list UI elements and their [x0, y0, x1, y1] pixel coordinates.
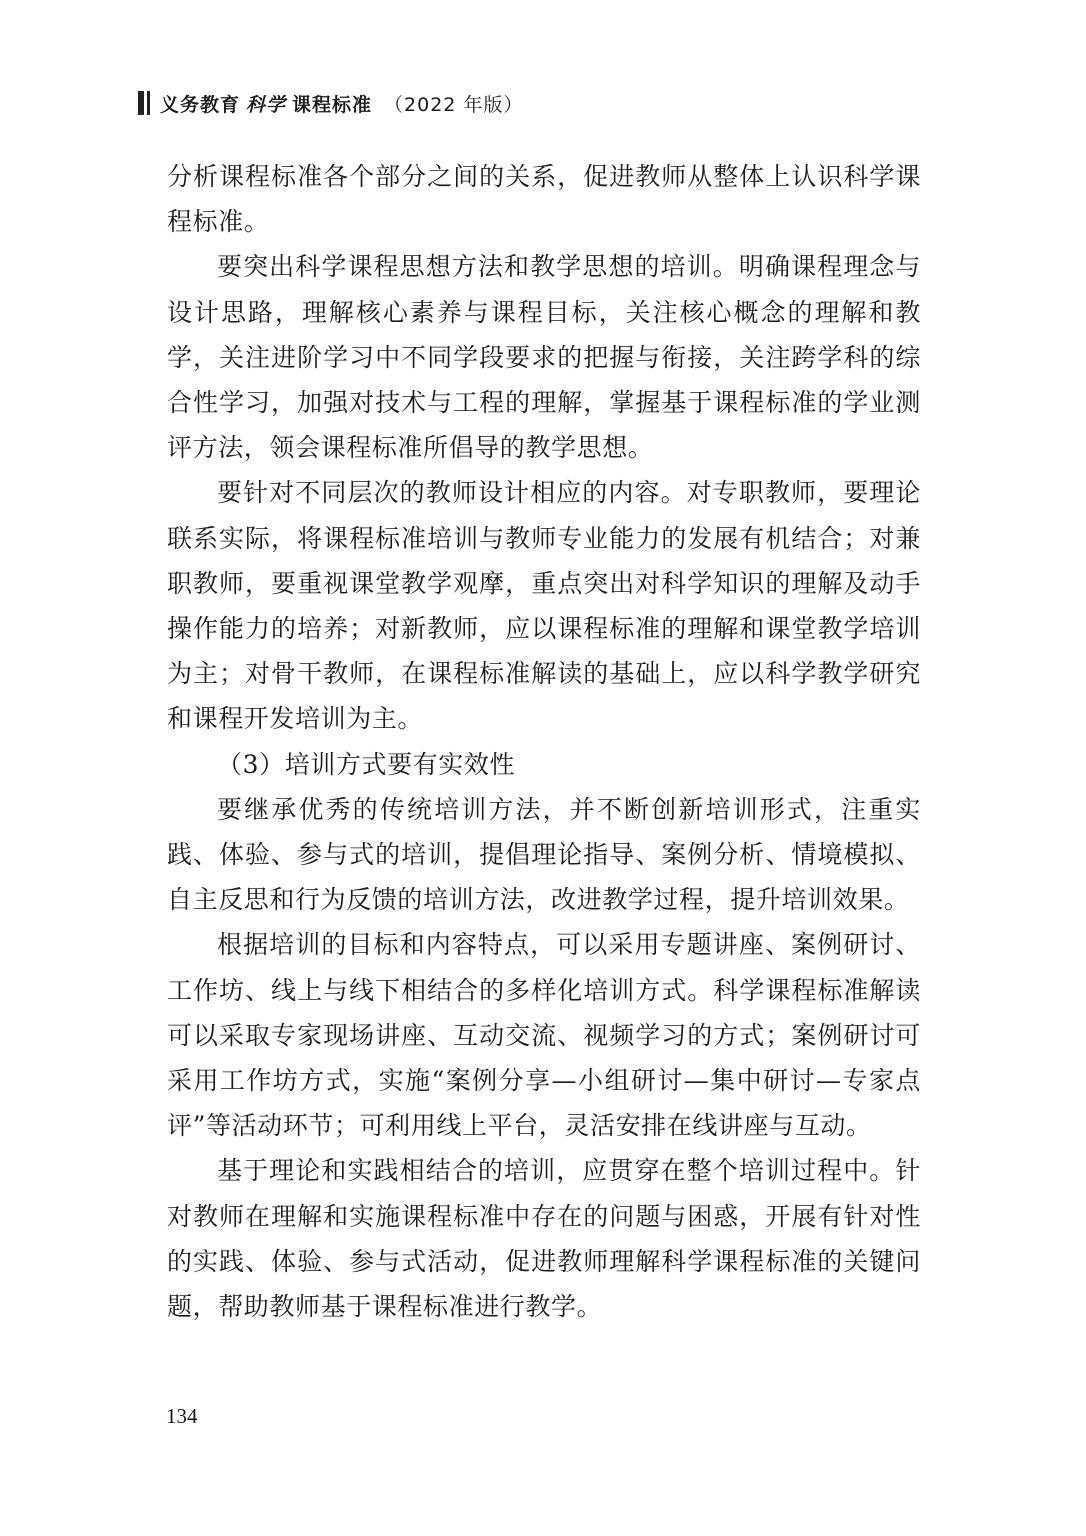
paragraph: 根据培训的目标和内容特点，可以采用专题讲座、案例研讨、工作坊、线上与线下相结合的多样化培训方式。科学课程标准解读可以采取专家现场讲座、互动交流、视频学习的方式；案例研讨可采用工作坊方式，实施“案例分享—小组研讨—集中研讨—专家点评”等活动环节；可利用线上平台，灵活安排在线讲座与互动。 — [167, 930, 921, 1141]
header-doc-name: 课程标准 — [292, 93, 373, 116]
header-title-main: 义务教育 — [160, 93, 241, 116]
paragraph: 要突出科学课程思想方法和教学思想的培训。明确课程理念与设计思路，理解核心素养与课程目标，关注核心概念的理解和教学，关注进阶学习中不同学段要求的把握与衔接，关注跨学科的综合性学习，加强对技术与工程的理解，掌握基于课程标准的学业测评方法，领会课程标准所倡导的教学思想。 — [167, 252, 921, 463]
header-bar-thick — [138, 91, 144, 115]
header-bars-ornament — [138, 91, 150, 115]
paragraph: 基于理论和实践相结合的培训，应贯穿在整个培训过程中。针对教师在理解和实施课程标准中存在的问题与困惑，开展有针对性的实践、体验、参与式活动，促进教师理解科学课程标准的关键问题，帮助教师基于课程标准进行教学。 — [167, 1156, 921, 1322]
header-title — [160, 90, 523, 117]
section-heading: （3）培训方式要有实效性 — [217, 749, 516, 779]
paragraph: 要针对不同层次的教师设计相应的内容。对专职教师，要理论联系实际，将课程标准培训与教师专业能力的发展有机结合；对兼职教师，要重视课堂教学观摩，重点突出对科学知识的理解及动手操作能力的培养；对新教师，应以课程标准的理解和课堂教学培训为主；对骨干教师，在课程标准解读的基础上，应以科学教学研究和课程开发培训为主。 — [167, 478, 921, 734]
header-subject: 科学 — [246, 93, 287, 116]
page-number: 134 — [166, 1404, 198, 1428]
header-edition: （2022 年版） — [384, 93, 524, 116]
paragraph: 要继承优秀的传统培训方法，并不断创新培训形式，注重实践、体验、参与式的培训，提倡理论指导、案例分析、情境模拟、自主反思和行为反馈的培训方法，改进教学过程，提升培训效果。 — [167, 794, 921, 915]
body-text — [167, 154, 921, 1329]
paragraph: 分析课程标准各个部分之间的关系，促进教师从整体上认识科学课程标准。 — [167, 162, 921, 237]
running-header — [138, 90, 523, 116]
header-bar-thin — [147, 91, 150, 115]
